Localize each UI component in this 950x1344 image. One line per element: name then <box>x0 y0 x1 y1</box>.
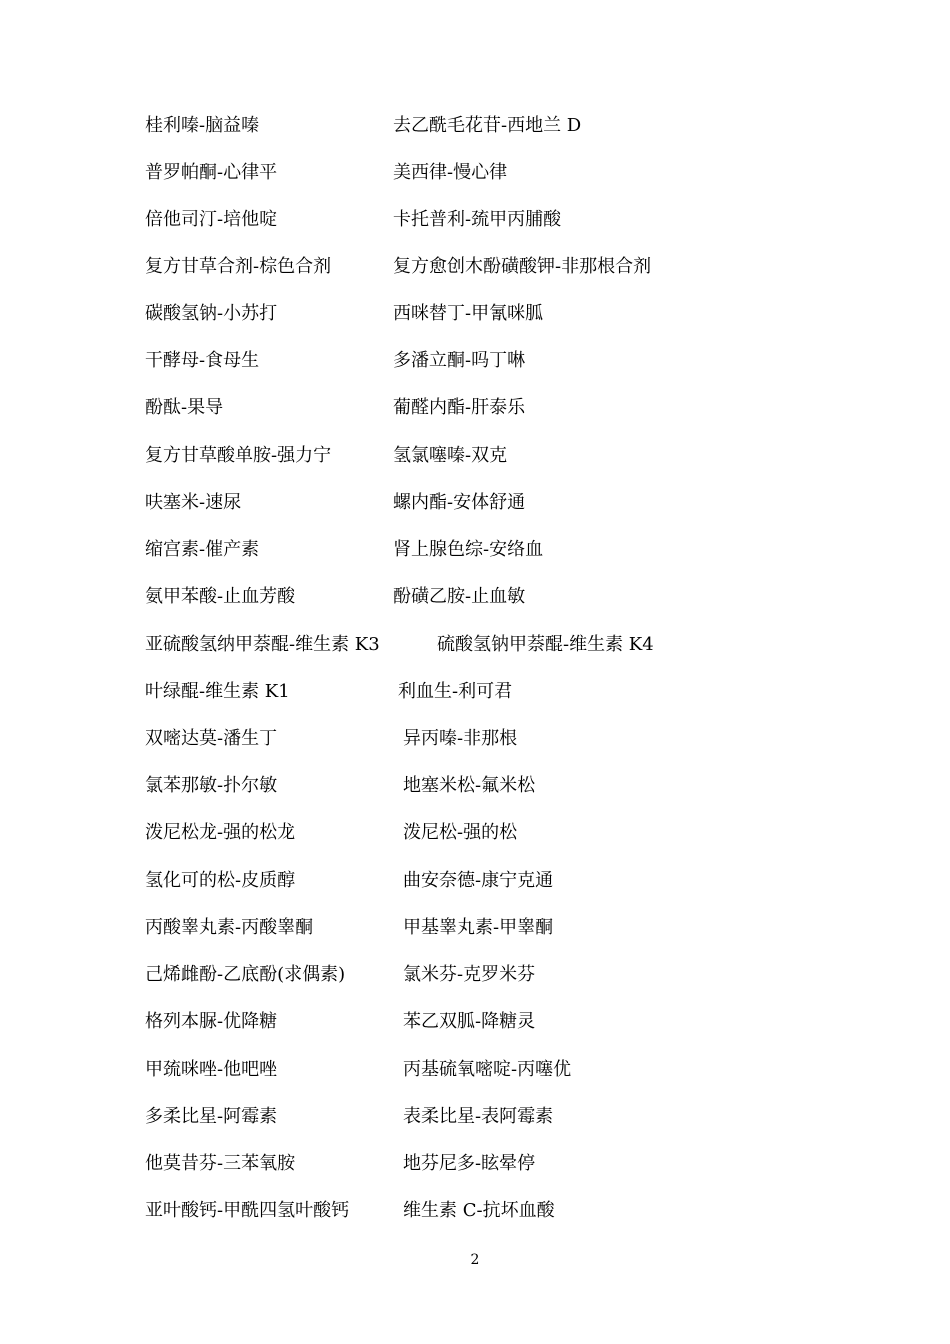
alias-name-pair: 葡醛内酯-肝泰乐 <box>393 397 526 418</box>
generic-name-pair: 倍他司汀-培他啶 <box>145 209 278 230</box>
list-row <box>0 818 950 848</box>
generic-name-pair: 桂利嗪-脑益嗪 <box>145 115 260 136</box>
alias-name-pair: 曲安奈德-康宁克通 <box>403 870 554 891</box>
generic-name-pair: 多柔比星-阿霉素 <box>145 1106 278 1127</box>
generic-name-pair: 氨甲苯酸-止血芳酸 <box>145 586 296 607</box>
list-row <box>0 111 950 141</box>
alias-name-pair: 酚磺乙胺-止血敏 <box>393 586 526 607</box>
list-row <box>0 1102 950 1132</box>
alias-name-pair: 异丙嗪-非那根 <box>403 728 518 749</box>
generic-name-pair: 甲巯咪唑-他吧唑 <box>145 1059 278 1080</box>
alias-name-pair: 苯乙双胍-降糖灵 <box>403 1011 536 1032</box>
alias-name-pair: 去乙酰毛花苷-西地兰 D <box>393 115 582 136</box>
alias-name-pair: 泼尼松-强的松 <box>403 822 518 843</box>
list-row <box>0 677 950 707</box>
alias-name-pair: 表柔比星-表阿霉素 <box>403 1106 554 1127</box>
generic-name-pair: 双嘧达莫-潘生丁 <box>145 728 278 749</box>
generic-name-pair: 己烯雌酚-乙底酚(求偶素) <box>145 964 346 985</box>
list-row <box>0 630 950 660</box>
list-row <box>0 771 950 801</box>
alias-name-pair: 甲基睾丸素-甲睾酮 <box>403 917 554 938</box>
list-row <box>0 535 950 565</box>
list-row <box>0 866 950 896</box>
alias-name-pair: 地塞米松-氟米松 <box>403 775 536 796</box>
alias-name-pair: 美西律-慢心律 <box>393 162 508 183</box>
alias-name-pair: 肾上腺色综-安络血 <box>393 539 544 560</box>
alias-name-pair: 地芬尼多-眩晕停 <box>403 1153 536 1174</box>
generic-name-pair: 泼尼松龙-强的松龙 <box>145 822 296 843</box>
generic-name-pair: 碳酸氢钠-小苏打 <box>145 303 278 324</box>
alias-name-pair: 利血生-利可君 <box>398 681 513 702</box>
generic-name-pair: 丙酸睾丸素-丙酸睾酮 <box>145 917 314 938</box>
list-row <box>0 724 950 754</box>
generic-name-pair: 复方甘草酸单胺-强力宁 <box>145 445 332 466</box>
alias-name-pair: 螺内酯-安体舒通 <box>393 492 526 513</box>
list-row <box>0 960 950 990</box>
generic-name-pair: 呋塞米-速尿 <box>145 492 242 513</box>
alias-name-pair: 复方愈创木酚磺酸钾-非那根合剂 <box>393 256 652 277</box>
alias-name-pair: 氯米芬-克罗米芬 <box>403 964 536 985</box>
generic-name-pair: 普罗帕酮-心律平 <box>145 162 278 183</box>
generic-name-pair: 氯苯那敏-扑尔敏 <box>145 775 278 796</box>
alias-name-pair: 卡托普利-巯甲丙脯酸 <box>393 209 562 230</box>
list-row <box>0 582 950 612</box>
generic-name-pair: 亚硫酸氢纳甲萘醌-维生素 K3 <box>145 634 380 655</box>
list-row <box>0 252 950 282</box>
list-row <box>0 1007 950 1037</box>
generic-name-pair: 他莫昔芬-三苯氧胺 <box>145 1153 296 1174</box>
list-row <box>0 488 950 518</box>
list-row <box>0 299 950 329</box>
generic-name-pair: 缩宫素-催产素 <box>145 539 260 560</box>
list-row <box>0 393 950 423</box>
generic-name-pair: 叶绿醌-维生素 K1 <box>145 681 290 702</box>
alias-name-pair: 硫酸氢钠甲萘醌-维生素 K4 <box>437 634 654 655</box>
alias-name-pair: 西咪替丁-甲氰咪胍 <box>393 303 544 324</box>
generic-name-pair: 亚叶酸钙-甲酰四氢叶酸钙 <box>145 1200 350 1221</box>
alias-name-pair: 维生素 C-抗坏血酸 <box>403 1200 555 1221</box>
generic-name-pair: 酚酞-果导 <box>145 397 224 418</box>
list-row <box>0 205 950 235</box>
list-row <box>0 1149 950 1179</box>
generic-name-pair: 氢化可的松-皮质醇 <box>145 870 296 891</box>
generic-name-pair: 格列本脲-优降糖 <box>145 1011 278 1032</box>
alias-name-pair: 丙基硫氧嘧啶-丙噻优 <box>403 1059 572 1080</box>
list-row <box>0 1055 950 1085</box>
page-number: 2 <box>470 1252 480 1268</box>
list-row <box>0 1196 950 1226</box>
alias-name-pair: 氢氯噻嗪-双克 <box>393 445 508 466</box>
generic-name-pair: 复方甘草合剂-棕色合剂 <box>145 256 332 277</box>
list-row <box>0 441 950 471</box>
list-row <box>0 158 950 188</box>
generic-name-pair: 干酵母-食母生 <box>145 350 260 371</box>
list-row <box>0 913 950 943</box>
list-row <box>0 346 950 376</box>
alias-name-pair: 多潘立酮-吗丁啉 <box>393 350 526 371</box>
